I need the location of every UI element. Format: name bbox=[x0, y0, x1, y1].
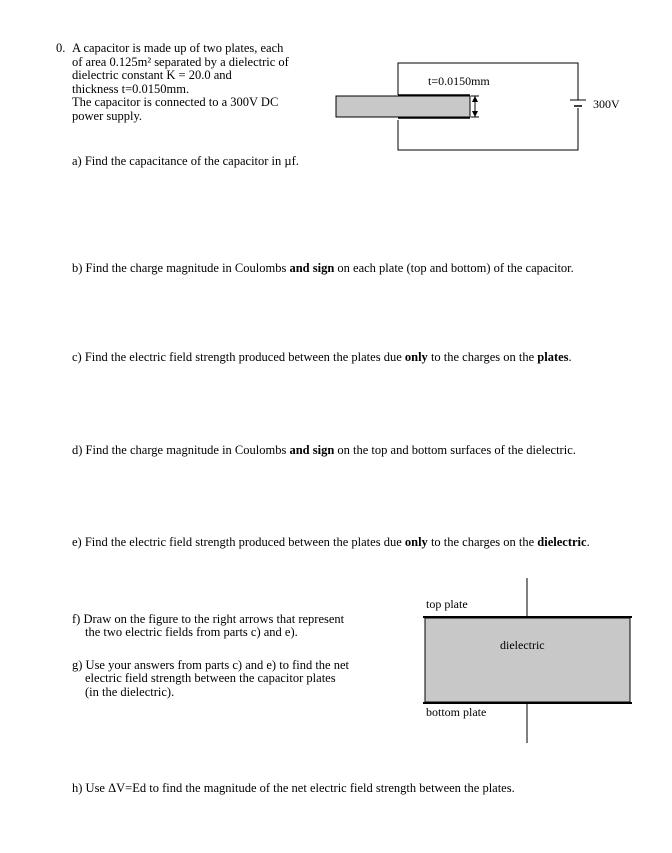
question-e: e) Find the electric field strength produced between the plates due only to the charges on the dielectric. bbox=[72, 535, 590, 549]
voltage-label: 300V bbox=[593, 97, 620, 111]
dielectric-label: dielectric bbox=[500, 638, 545, 652]
question-f: f) Draw on the figure to the right arrows that represent the two electric fields from parts c) and e). bbox=[72, 612, 345, 640]
thickness-arrow-down-icon bbox=[472, 111, 478, 117]
capacitor-circuit-diagram bbox=[330, 58, 650, 158]
question-a: a) Find the capacitance of the capacitor in µf. bbox=[72, 154, 299, 168]
bottom-plate-label: bottom plate bbox=[426, 705, 487, 719]
problem-number: 0. bbox=[56, 41, 66, 55]
dielectric-slab bbox=[336, 96, 470, 117]
top-plate-label: top plate bbox=[426, 597, 468, 611]
problem-intro bbox=[56, 42, 326, 124]
dielectric-block bbox=[425, 618, 630, 702]
thickness-arrow-up-icon bbox=[472, 96, 478, 102]
intro-line: dielectric constant K = 20.0 and bbox=[72, 68, 232, 83]
question-d: d) Find the charge magnitude in Coulombs and sign on the top and bottom surfaces of the dielectric. bbox=[72, 443, 576, 457]
intro-line: of area 0.125m² separated by a dielectric of bbox=[72, 54, 289, 69]
problem-text bbox=[72, 42, 326, 124]
intro-line: power supply. bbox=[72, 108, 143, 123]
question-b: b) Find the charge magnitude in Coulombs and sign on each plate (top and bottom) of the capacitor. bbox=[72, 261, 574, 275]
thickness-label: t=0.0150mm bbox=[428, 74, 490, 88]
plates-dielectric-diagram bbox=[415, 578, 645, 748]
question-c: c) Find the electric field strength produced between the plates due only to the charges on the plates. bbox=[72, 350, 572, 364]
question-g: g) Use your answers from parts c) and e) to find the net electric field strength between the capacitor plates (in the dielectric). bbox=[72, 658, 349, 699]
intro-line: A capacitor is made up of two plates, each bbox=[72, 41, 284, 55]
intro-line: thickness t=0.0150mm. bbox=[72, 81, 190, 96]
question-h: h) Use ΔV=Ed to find the magnitude of the net electric field strength between the plates. bbox=[72, 781, 515, 795]
intro-line: The capacitor is connected to a 300V DC bbox=[72, 95, 279, 110]
